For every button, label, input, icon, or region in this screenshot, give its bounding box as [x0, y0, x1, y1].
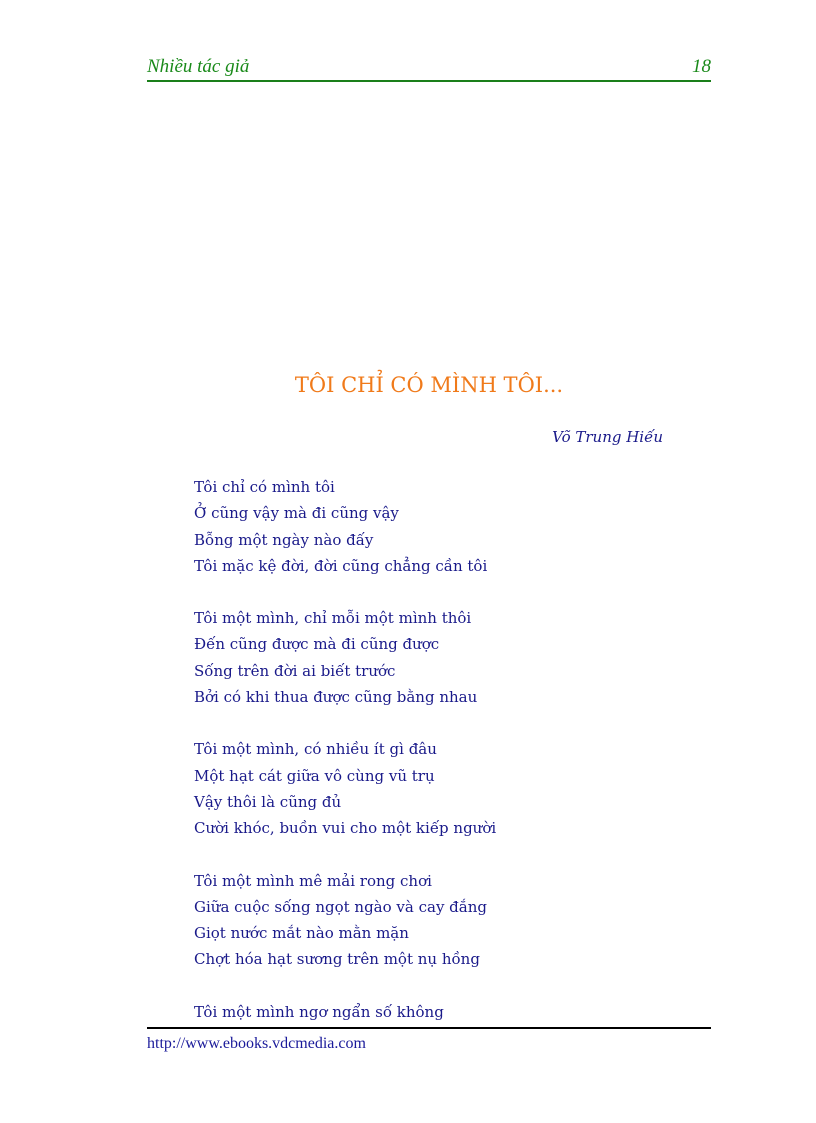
poem-line: Tôi một mình, chỉ mỗi một mình thôi [194, 609, 472, 628]
poem-body [194, 474, 496, 1051]
poem-line: Một hạt cát giữa vô cùng vũ trụ [194, 766, 435, 785]
poem-line: Bỗng một ngày nào đấy [194, 530, 374, 549]
page-number: 18 [692, 56, 711, 77]
poem-line: Cười khóc, buồn vui cho một kiếp người [194, 819, 497, 838]
poem-author: Võ Trung Hiếu [552, 428, 663, 446]
stanza-5 [194, 999, 496, 1025]
poem-line: Tôi một mình mê mải rong chơi [194, 871, 432, 890]
stanza-3 [194, 736, 496, 841]
page-header [147, 56, 711, 82]
poem-line: Giọt nước mắt nào mằn mặn [194, 924, 409, 943]
poem-title: TÔI CHỈ CÓ MÌNH TÔI... [294, 373, 564, 397]
poem-line: Đến cũng được mà đi cũng được [194, 635, 440, 654]
poem-line: Chợt hóa hạt sương trên một nụ hồng [194, 950, 480, 969]
poem-line: Giữa cuộc sống ngọt ngào và cay đắng [194, 897, 487, 916]
poem-line: Tôi một mình ngơ ngẩn số không [194, 1002, 444, 1021]
stanza-1 [194, 474, 496, 579]
poem-line: Tôi một mình, có nhiều ít gì đâu [194, 740, 437, 759]
header-book-author: Nhiều tác giả [147, 56, 250, 77]
poem-line: Tôi chỉ có mình tôi [194, 478, 335, 496]
poem-line: Tôi mặc kệ đời, đời cũng chẳng cần tôi [194, 556, 488, 575]
poem-line: Bởi có khi thua được cũng bằng nhau [194, 688, 478, 707]
footer-divider [147, 1027, 711, 1029]
poem-line: Vậy thôi là cũng đủ [194, 792, 342, 811]
footer-url-link[interactable]: http://www.ebooks.vdcmedia.com [147, 1035, 366, 1052]
stanza-2 [194, 605, 496, 710]
poem-line: Sống trên đời ai biết trước [194, 661, 396, 680]
poem-line: Ở cũng vậy mà đi cũng vậy [194, 504, 399, 523]
stanza-4 [194, 868, 496, 973]
